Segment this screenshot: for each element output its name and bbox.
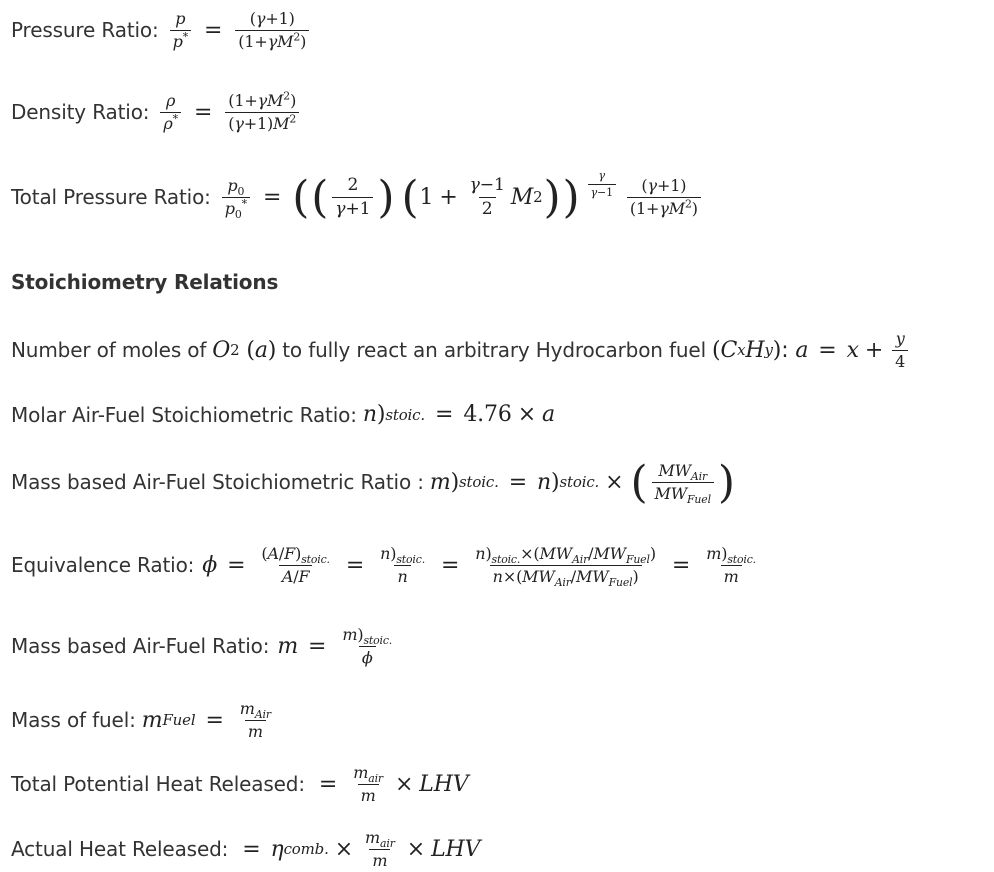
equivalence-ratio-row	[11, 544, 762, 589]
density-ratio-row	[11, 89, 302, 133]
moles-o2-label: Number of moles of	[11, 338, 207, 363]
equivalence-ratio-label: Equivalence Ratio:	[11, 553, 195, 578]
molar-afr-value: 4.76	[463, 402, 512, 427]
moles-o2-row	[11, 330, 911, 370]
mass-afr-formula: m ) stoic. = n ) stoic. × ( $\frac{MW_{Air}}{MW_{Fuel}}$ )	[429, 456, 735, 508]
potential-heat-row	[11, 764, 469, 804]
fuel-mass-label: Mass of fuel:	[11, 708, 136, 733]
molar-afr-row	[11, 402, 555, 427]
molar-afr-label: Molar Air-Fuel Stoichiometric Ratio:	[11, 402, 357, 427]
hydrocarbon-formula: ( C x H y ) : a = x + $\frac{y}{4}$	[712, 330, 911, 370]
potential-heat-label: Total Potential Heat Released:	[11, 772, 305, 797]
pressure-ratio-formula: $\frac{p}{p^*}$ = $\frac{(\gamma+1)}{(1+\gamma M^2)}$	[167, 10, 313, 50]
mass-ratio-row	[11, 626, 398, 666]
density-ratio-label: Density Ratio:	[11, 100, 150, 125]
mass-afr-label: Mass based Air-Fuel Stoichiometric Ratio :	[11, 470, 424, 495]
moles-o2-middle-text: to fully react an arbitrary Hydrocarbon fuel	[282, 338, 706, 363]
mass-ratio-label: Mass based Air-Fuel Ratio:	[11, 634, 270, 659]
equivalence-ratio-formula: ϕ = $\frac{(A/F)_{stoic.}}{A/F}$ = $\frac{n)_{stoic.}}{n}$ = $\frac{n)_{stoic.}\times(MW_{Air}/MW_{Fuel})}{n\times(MW_{Air}/MW_{Fuel})}$ = $\frac{m)_{stoic.}}{m}$	[202, 544, 756, 589]
o2-symbol: O 2 ( a )	[212, 337, 277, 363]
pressure-ratio-row	[11, 10, 312, 50]
mass-afr-row	[11, 456, 736, 508]
total-pressure-ratio-row	[11, 169, 704, 223]
actual-heat-row	[11, 829, 480, 869]
actual-heat-label: Actual Heat Released:	[11, 837, 229, 862]
actual-heat-formula: = η comb. × $\frac{m_{air}}{m}$ × LHV	[242, 828, 481, 870]
potential-heat-formula: = $\frac{m_{air}}{m}$ × LHV	[318, 763, 469, 805]
fuel-mass-formula: m Fuel = $\frac{m_{Air}}{m}$	[141, 699, 271, 741]
fuel-mass-row	[11, 700, 277, 740]
mass-ratio-formula: m = $\frac{m)_{stoic.}}{\phi}$	[277, 625, 393, 667]
pressure-ratio-label: Pressure Ratio:	[11, 18, 159, 43]
density-ratio-formula: $\frac{\rho}{\rho^*}$ = $\frac{(1+\gamma M^2)}{(\gamma+1)M^2}$	[157, 92, 302, 132]
section-heading: Stoichiometry Relations	[11, 270, 279, 294]
total-pressure-ratio-label: Total Pressure Ratio:	[11, 185, 211, 210]
molar-afr-formula: n ) stoic. = 4.76 × a	[362, 402, 555, 427]
total-pressure-ratio-formula: $\frac{p_0}{p_0^*}$ = ( ( $\frac{2}{\gamma+1}$ ) ( 1 + $\frac{\gamma-1}{2}$ M 2 ) ) $\frac{\gamma}{\gamma-1}$ $\frac{(\gamma+1)}{(1+\gamma M^2)}$	[219, 176, 704, 219]
